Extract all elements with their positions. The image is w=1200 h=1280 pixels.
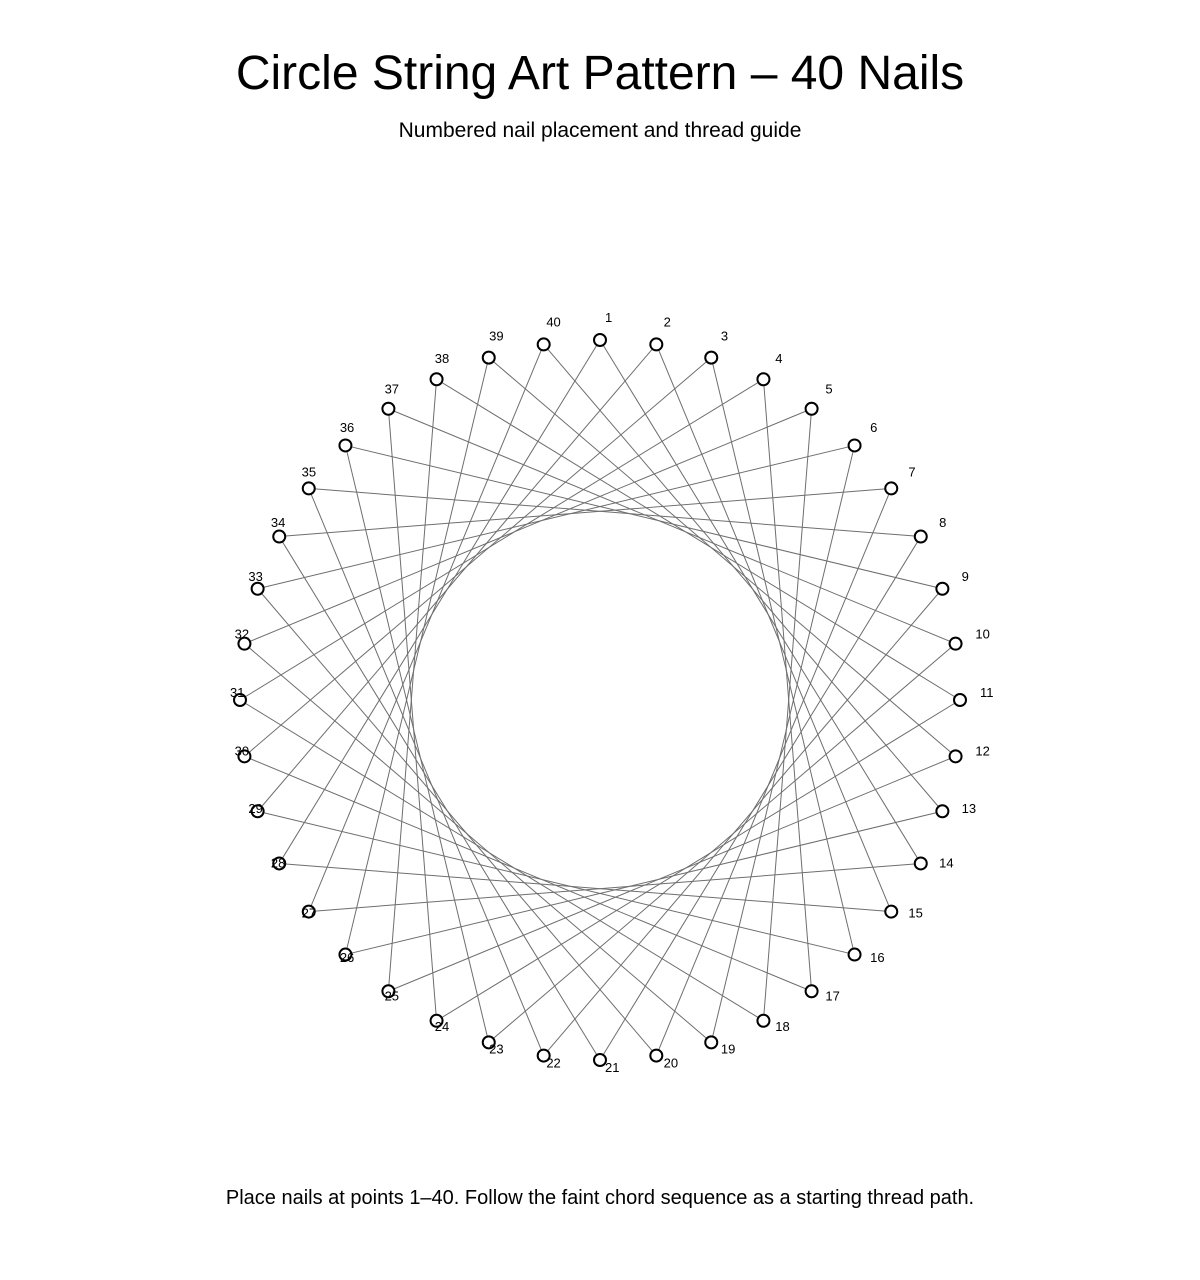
nail-label-15: 15 — [908, 905, 923, 921]
thread-chord-8-21 — [600, 537, 921, 1060]
thread-chord-13-26 — [345, 811, 942, 954]
nail-33 — [252, 583, 264, 595]
nail-label-7: 7 — [908, 464, 916, 480]
nail-label-32: 32 — [234, 626, 250, 642]
nail-1 — [594, 334, 606, 346]
thread-chord-2-15 — [656, 344, 891, 911]
nail-label-27: 27 — [301, 905, 317, 921]
nail-label-23: 23 — [489, 1041, 504, 1057]
nail-label-13: 13 — [961, 800, 977, 816]
thread-chord-19-32 — [244, 644, 711, 1043]
nail-35 — [303, 482, 315, 494]
thread-chord-16-29 — [258, 811, 855, 954]
thread-chord-26-39 — [345, 358, 488, 955]
thread-chord-3-16 — [711, 358, 854, 955]
thread-chord-15-28 — [279, 863, 891, 911]
thread-chord-5-18 — [763, 409, 811, 1021]
thread-chord-37-10 — [388, 409, 955, 644]
thread-chord-29-2 — [258, 344, 657, 811]
nail-label-26: 26 — [339, 950, 355, 966]
thread-chord-14-27 — [309, 863, 921, 911]
thread-chord-20-33 — [258, 589, 657, 1056]
footer-note: Place nails at points 1–40. Follow the faint chord sequence as a starting thread path. — [225, 1187, 975, 1209]
nail-label-17: 17 — [825, 988, 840, 1004]
nail-9 — [936, 583, 948, 595]
thread-chord-30-3 — [244, 358, 711, 757]
thread-chord-35-8 — [309, 488, 921, 536]
nail-20 — [650, 1050, 662, 1062]
nail-label-8: 8 — [939, 514, 947, 530]
thread-chord-17-30 — [244, 756, 811, 991]
nail-label-35: 35 — [301, 464, 317, 480]
nail-label-30: 30 — [234, 743, 250, 759]
thread-chord-25-38 — [388, 379, 436, 991]
nail-label-38: 38 — [434, 350, 450, 366]
nail-label-18: 18 — [775, 1019, 790, 1035]
nail-label-5: 5 — [825, 381, 833, 397]
nail-label-16: 16 — [870, 950, 885, 966]
nail-label-24: 24 — [434, 1019, 450, 1035]
nail-label-40: 40 — [546, 314, 561, 330]
thread-chord-21-34 — [279, 537, 600, 1060]
nail-label-37: 37 — [384, 381, 400, 397]
page-title: Circle String Art Pattern – 40 Nails — [235, 47, 965, 100]
nail-label-2: 2 — [663, 314, 671, 330]
page-subtitle: Numbered nail placement and thread guide — [398, 119, 802, 142]
nail-36 — [339, 439, 351, 451]
nail-label-9: 9 — [961, 569, 969, 585]
nail-label-4: 4 — [775, 350, 783, 366]
thread-chord-10-23 — [489, 644, 956, 1043]
nail-label-28: 28 — [270, 855, 286, 871]
thread-chord-1-14 — [600, 340, 921, 863]
nail-label-19: 19 — [720, 1041, 736, 1057]
nail-label-31: 31 — [230, 685, 245, 700]
nail-6 — [849, 439, 861, 451]
nail-label-14: 14 — [939, 855, 954, 871]
thread-chord-39-12 — [489, 358, 956, 757]
nail-label-1: 1 — [605, 310, 613, 325]
nail-5 — [806, 403, 818, 415]
nail-label-3: 3 — [720, 328, 729, 344]
nail-40 — [538, 338, 550, 350]
thread-chord-11-24 — [437, 700, 960, 1021]
thread-chord-9-22 — [544, 589, 943, 1056]
nail-label-33: 33 — [248, 569, 263, 585]
thread-chord-40-13 — [544, 344, 943, 811]
nail-label-29: 29 — [248, 800, 263, 816]
nail-15 — [885, 906, 897, 918]
nail-label-22: 22 — [546, 1055, 561, 1071]
nail-label-10: 10 — [975, 626, 990, 642]
thread-chord-6-19 — [711, 445, 854, 1042]
thread-chord-38-11 — [437, 379, 960, 700]
thread-chord-24-37 — [388, 409, 436, 1021]
nail-34 — [273, 531, 285, 543]
nail-7 — [885, 482, 897, 494]
thread-chord-7-20 — [656, 488, 891, 1055]
nail-12 — [950, 750, 962, 762]
nail-11 — [954, 694, 966, 706]
nail-37 — [382, 403, 394, 415]
thread-chord-31-4 — [240, 379, 763, 700]
nail-16 — [849, 949, 861, 961]
nail-8 — [915, 531, 927, 543]
thread-chord-32-5 — [244, 409, 811, 644]
thread-chord-33-6 — [258, 445, 855, 588]
nail-label-21: 21 — [605, 1060, 620, 1075]
nail-label-25: 25 — [384, 988, 400, 1004]
nail-label-20: 20 — [663, 1055, 679, 1071]
thread-chord-36-9 — [345, 445, 942, 588]
nail-18 — [757, 1015, 769, 1027]
nail-10 — [950, 638, 962, 650]
nail-3 — [705, 352, 717, 364]
nail-38 — [431, 373, 443, 385]
nail-17 — [806, 985, 818, 997]
thread-chord-28-1 — [279, 340, 600, 863]
nail-label-39: 39 — [489, 328, 504, 344]
nail-4 — [757, 373, 769, 385]
thread-chord-23-36 — [345, 445, 488, 1042]
nail-label-12: 12 — [975, 743, 990, 759]
nail-label-34: 34 — [270, 514, 286, 530]
nail-14 — [915, 857, 927, 869]
nail-label-36: 36 — [339, 419, 355, 435]
nail-39 — [483, 352, 495, 364]
nail-label-11: 11 — [980, 685, 994, 700]
nail-label-6: 6 — [870, 419, 878, 435]
nail-13 — [936, 805, 948, 817]
thread-chord-4-17 — [763, 379, 811, 991]
thread-chord-18-31 — [240, 700, 763, 1021]
thread-chord-22-35 — [309, 488, 544, 1055]
nail-2 — [650, 338, 662, 350]
nail-19 — [705, 1036, 717, 1048]
thread-chord-34-7 — [279, 488, 891, 536]
